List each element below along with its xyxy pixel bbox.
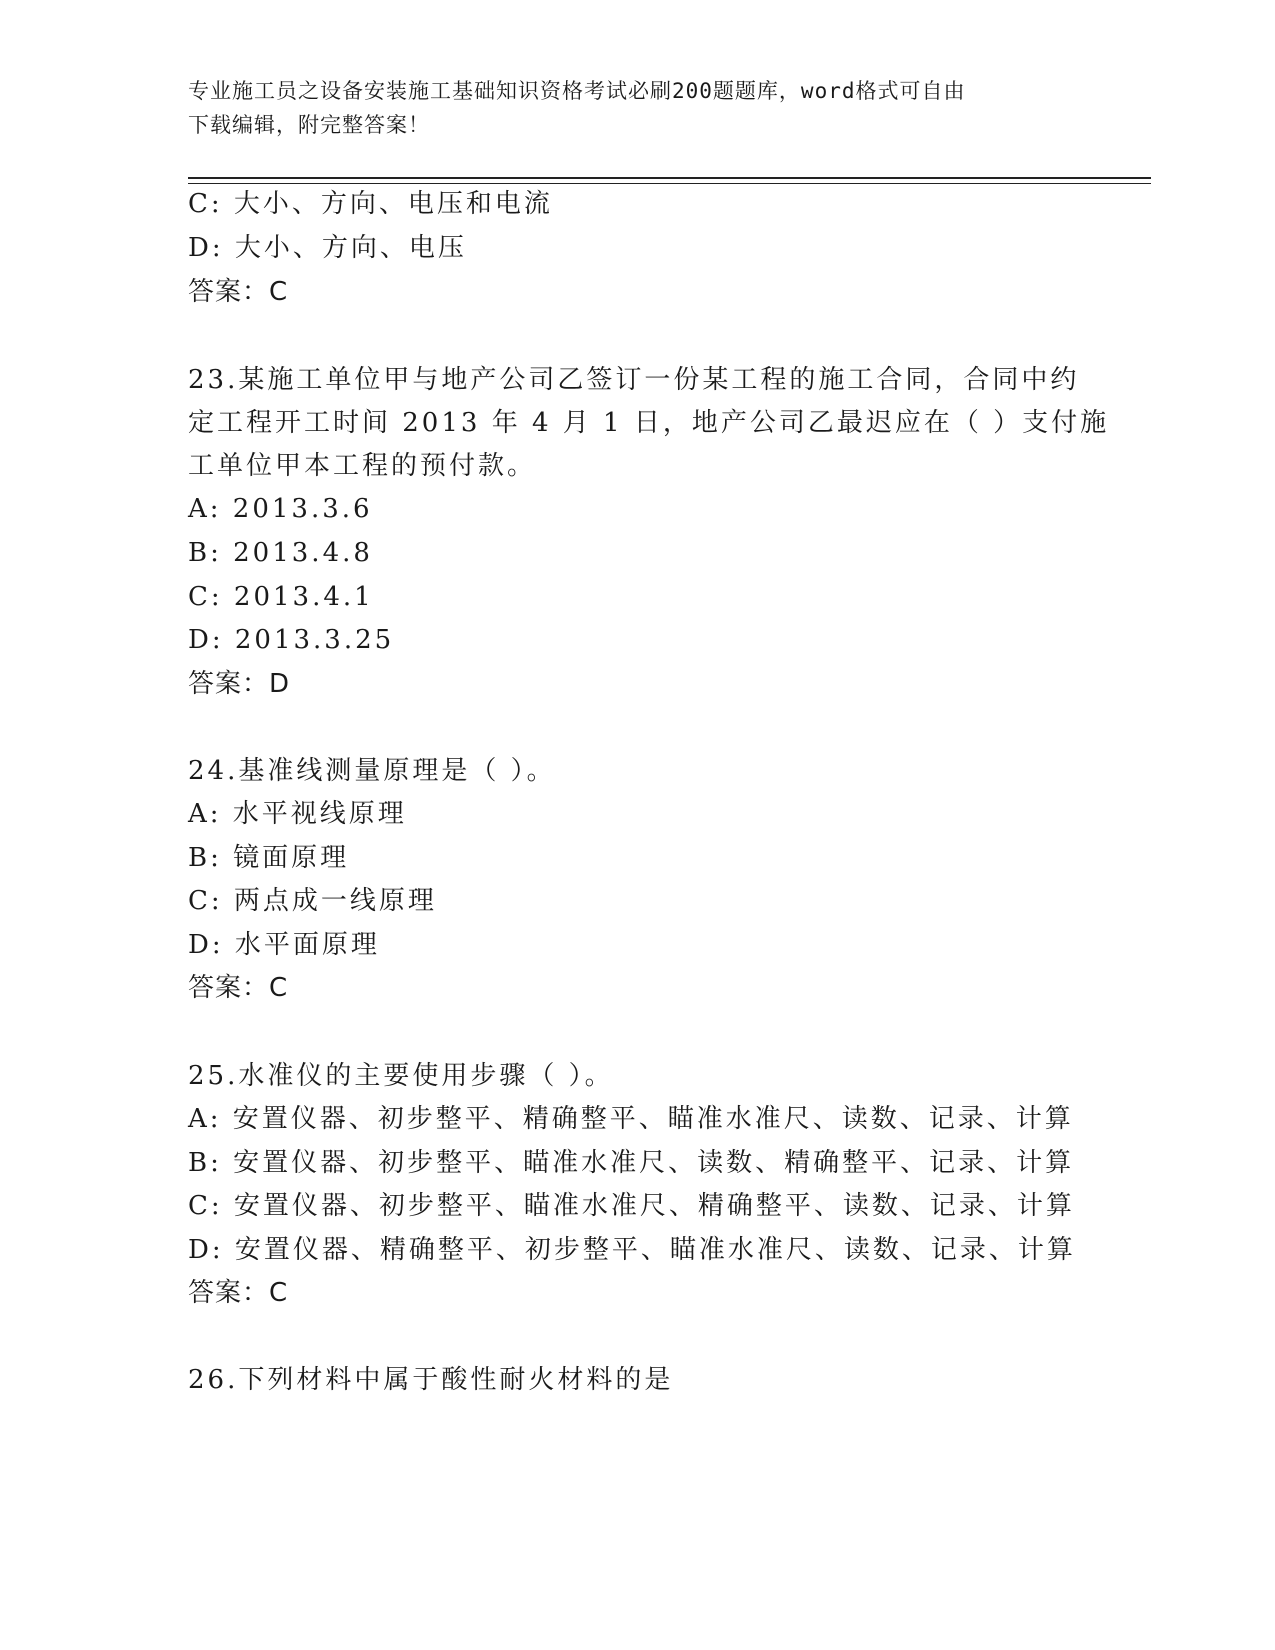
q24-option-c: C: 两点成一线原理 bbox=[188, 886, 437, 916]
header-line-2: 下载编辑，附完整答案！ bbox=[188, 113, 430, 137]
q23-option-c: C: 2013.4.1 bbox=[188, 582, 374, 612]
q23-option-a: A: 2013.3.6 bbox=[188, 494, 373, 524]
document-header bbox=[188, 74, 1068, 142]
q25-option-a: A: 安置仪器、初步整平、精确整平、瞄准水准尺、读数、记录、计算 bbox=[188, 1104, 1074, 1134]
q24-stem: 24.基准线测量原理是（ ）。 bbox=[188, 756, 556, 786]
q24-option-a: A: 水平视线原理 bbox=[188, 799, 407, 829]
q25-option-b: B: 安置仪器、初步整平、瞄准水准尺、读数、精确整平、记录、计算 bbox=[188, 1148, 1075, 1178]
q23-option-d: D: 2013.3.25 bbox=[188, 625, 395, 655]
q24-answer: 答案：C bbox=[188, 973, 289, 1003]
q24-option-d: D: 水平面原理 bbox=[188, 930, 380, 960]
q23-stem-line-2: 定工程开工时间 2013 年 4 月 1 日，地产公司乙最迟应在（ ）支付施 bbox=[188, 408, 1110, 438]
q23-stem-line-1: 23.某施工单位甲与地产公司乙签订一份某工程的施工合同，合同中约 bbox=[188, 365, 1080, 395]
q25-stem: 25.水准仪的主要使用步骤（ ）。 bbox=[188, 1061, 614, 1091]
header-rule-thin bbox=[188, 183, 1151, 184]
q23-option-b: B: 2013.4.8 bbox=[188, 538, 373, 568]
header-line-1: 专业施工员之设备安装施工基础知识资格考试必刷200题题库，word格式可自由 bbox=[188, 79, 966, 103]
q24-option-b: B: 镜面原理 bbox=[188, 843, 350, 873]
q25-answer: 答案：C bbox=[188, 1278, 289, 1308]
q23-answer: 答案：D bbox=[188, 669, 291, 699]
q25-option-c: C: 安置仪器、初步整平、瞄准水准尺、精确整平、读数、记录、计算 bbox=[188, 1191, 1075, 1221]
q25-option-d: D: 安置仪器、精确整平、初步整平、瞄准水准尺、读数、记录、计算 bbox=[188, 1235, 1076, 1265]
q26-stem: 26.下列材料中属于酸性耐火材料的是 bbox=[188, 1365, 674, 1395]
q23-stem-line-3: 工单位甲本工程的预付款。 bbox=[188, 451, 537, 481]
prev-option-d: D: 大小、方向、电压 bbox=[188, 233, 467, 263]
prev-answer: 答案：C bbox=[188, 277, 289, 307]
prev-option-c: C: 大小、方向、电压和电流 bbox=[188, 189, 553, 219]
header-rule-thick bbox=[188, 177, 1151, 179]
